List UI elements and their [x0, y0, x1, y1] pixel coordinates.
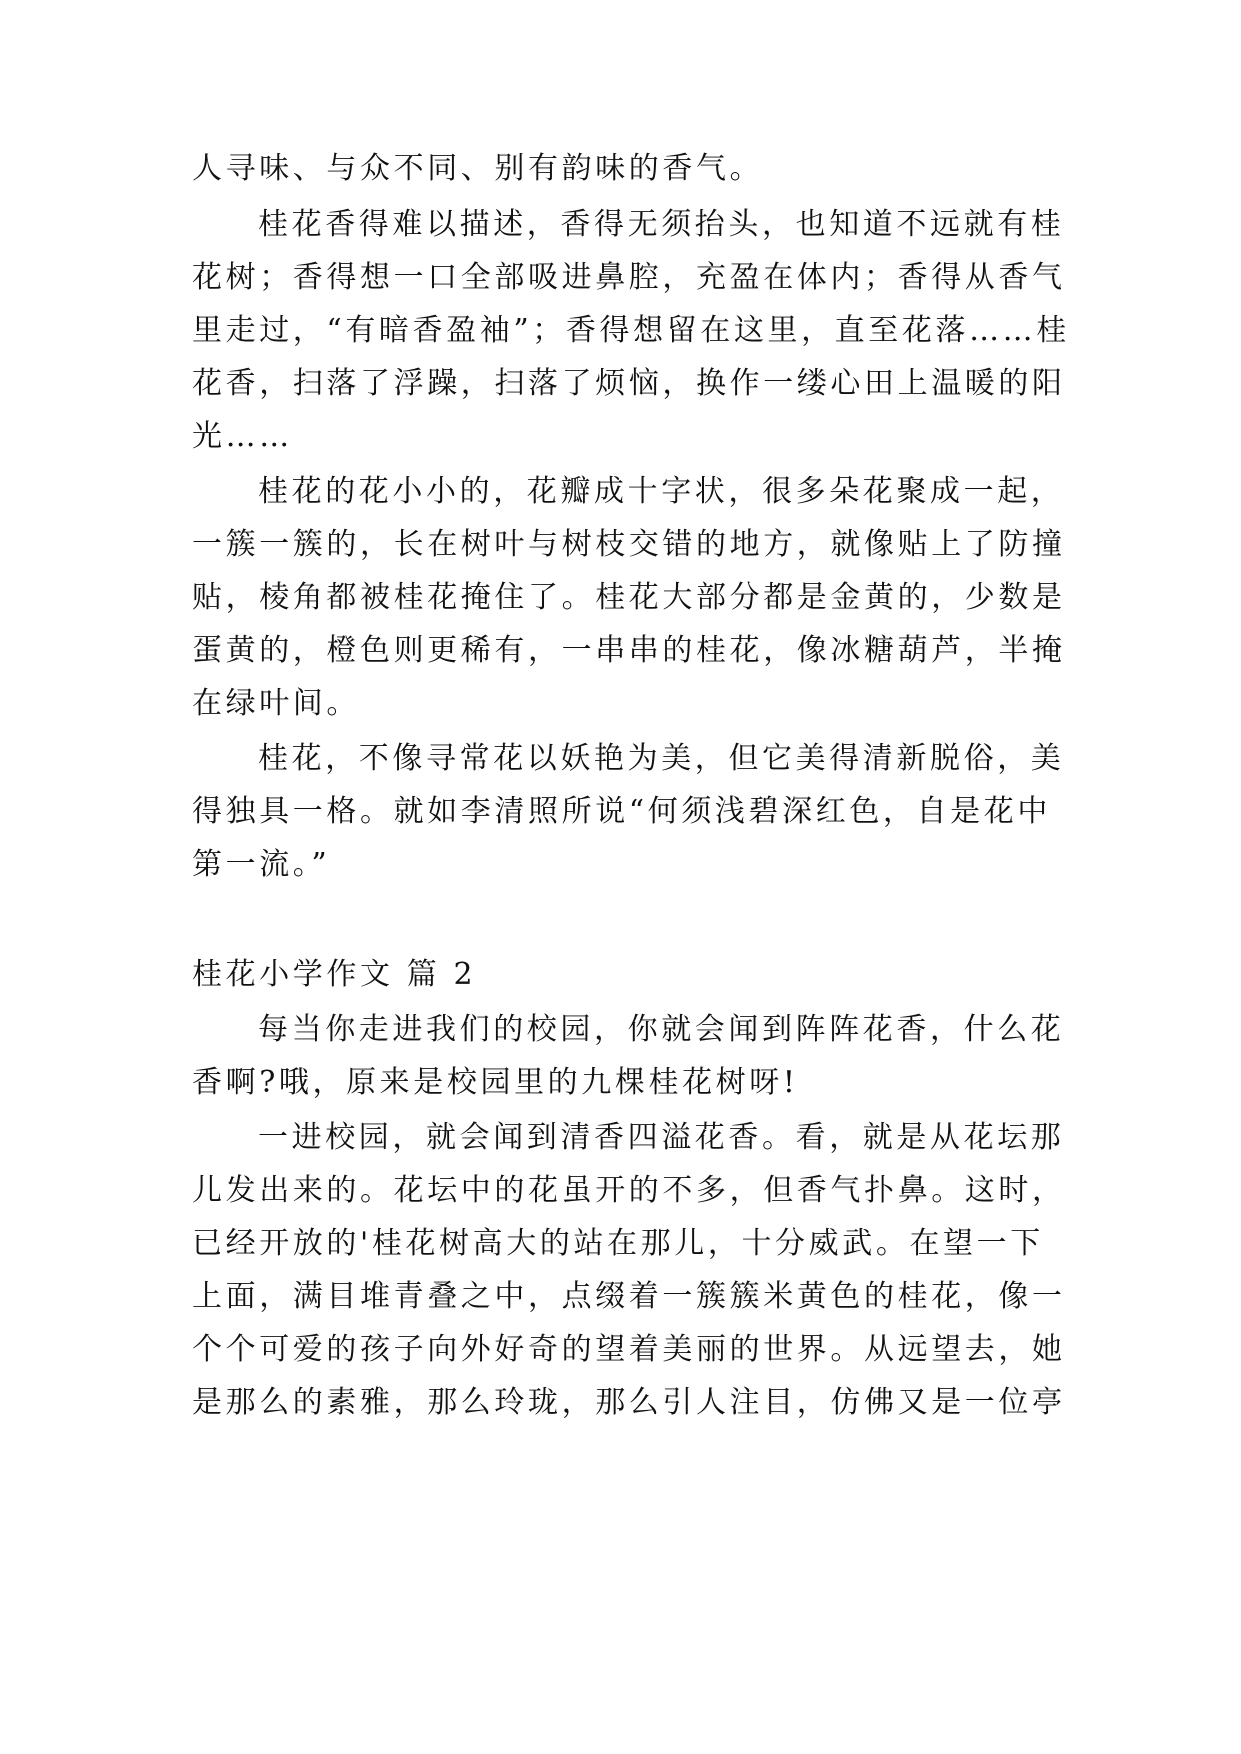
- paragraph-first-line: 一进校园，就会闻到清香四溢花香。看，就是从花坛那: [258, 1120, 1065, 1155]
- text-line: 里走过，“有暗香盈袖”；香得想留在这里，直至花落……桂: [192, 313, 1070, 348]
- text-line: 儿发出来的。花坛中的花虽开的不多，但香气扑鼻。这时，: [192, 1173, 1066, 1208]
- text-line: 第一流。”: [192, 847, 331, 882]
- text-line: 贴，棱角都被桂花掩住了。桂花大部分都是金黄的，少数是: [192, 580, 1066, 615]
- text-line: 是那么的素雅，那么玲珑，那么引人注目，仿佛又是一位亭: [192, 1385, 1066, 1420]
- text-line: 人寻味、与众不同、别有韵味的香气。: [192, 151, 764, 186]
- text-line: 上面，满目堆青叠之中，点缀着一簇簇米黄色的桂花，像一: [192, 1279, 1066, 1314]
- text-line: 花香，扫落了浮躁，扫落了烦恼，换作一缕心田上温暖的阳: [192, 366, 1066, 401]
- text-line: 蛋黄的，橙色则更稀有，一串串的桂花，像冰糖葫芦，半掩: [192, 633, 1066, 668]
- text-line: 个个可爱的孩子向外好奇的望着美丽的世界。从远望去，她: [192, 1332, 1066, 1367]
- text-line: 已经开放的'桂花树高大的站在那儿，十分威武。在望一下: [192, 1226, 1044, 1261]
- text-line: 香啊?哦，原来是校园里的九棵桂花树呀!: [192, 1065, 799, 1100]
- text-line: 在绿叶间。: [192, 686, 360, 721]
- paragraph-first-line: 桂花的花小小的，花瓣成十字状，很多朵花聚成一起，: [258, 474, 1065, 509]
- text-line: 得独具一格。就如李清照所说“何须浅碧深红色，自是花中: [192, 794, 1051, 829]
- paragraph-first-line: 桂花香得难以描述，香得无须抬头，也知道不远就有桂: [258, 207, 1065, 242]
- text-line: 一簇一簇的，长在树叶与树枝交错的地方，就像贴上了防撞: [192, 527, 1066, 562]
- paragraph-first-line: 每当你走进我们的校园，你就会闻到阵阵花香，什么花: [258, 1012, 1065, 1047]
- text-line: 光……: [192, 419, 293, 454]
- paragraph-first-line: 桂花，不像寻常花以妖艳为美，但它美得清新脱俗，美: [258, 741, 1065, 776]
- section-heading: 桂花小学作文 篇 2: [192, 957, 477, 992]
- text-line: 花树；香得想一口全部吸进鼻腔，充盈在体内；香得从香气: [192, 260, 1066, 295]
